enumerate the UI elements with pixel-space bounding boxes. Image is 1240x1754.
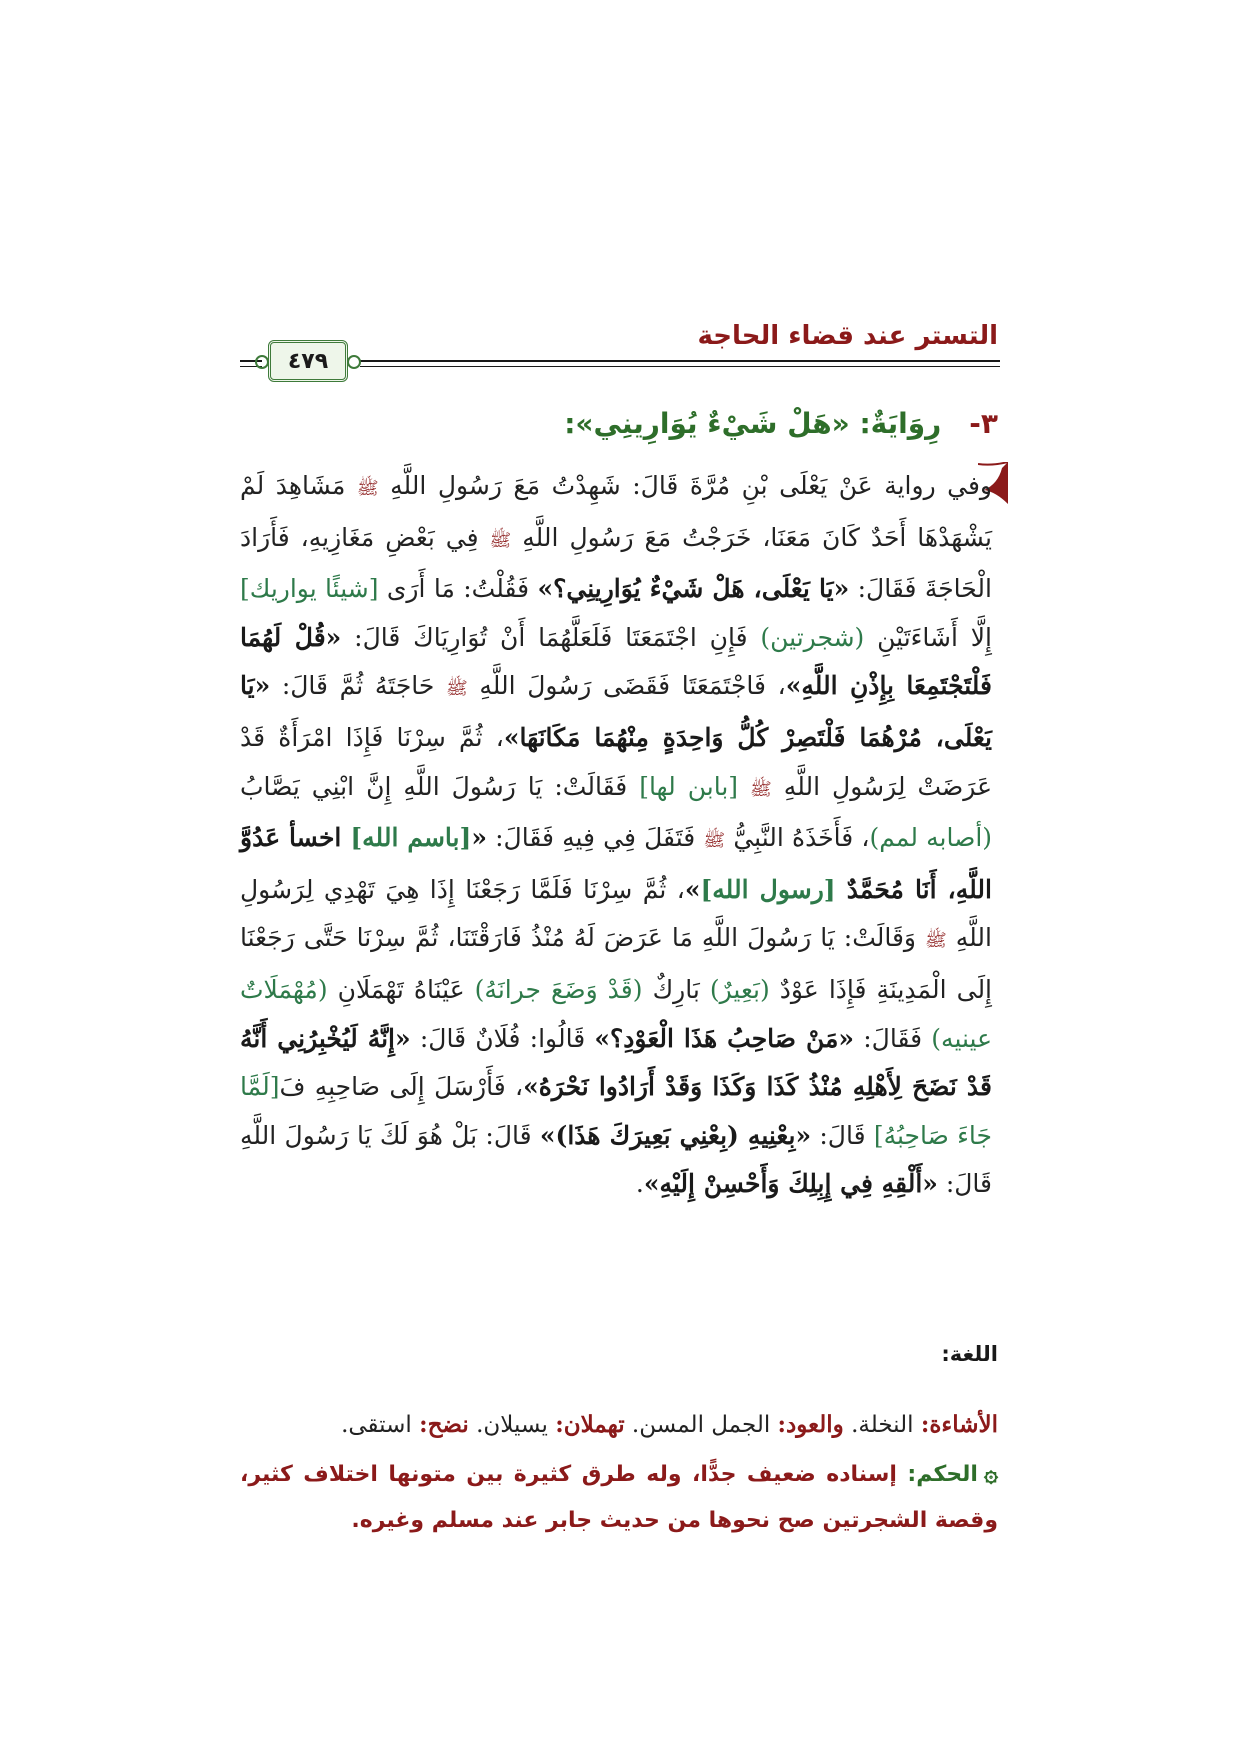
vocabulary-heading: اللغة:	[941, 1342, 998, 1366]
ruling-text: إسناده ضعيف جدًّا، وله طرق كثيرة بين متونها اختلاف كثير، وقصة الشجرتين صح نحوها من حديث جابر عند مسلم وغيره.	[240, 1462, 998, 1533]
salla-icon: ﷺ	[703, 830, 726, 852]
body-text-segment: إِلَّا أَشَاءَتَيْنِ	[864, 622, 992, 652]
prophetic-quote: «أَلْقِهِ فِي إِبِلِكَ وَأَحْسِنْ إِلَيْهِ»	[643, 1169, 938, 1199]
body-text-segment: ، فَأَرْسَلَ إِلَى صَاحِبِهِ فَ	[279, 1072, 524, 1102]
vocab-term: تهملان:	[555, 1411, 625, 1438]
explanatory-note: (شجرتين)	[760, 622, 865, 652]
explanatory-note: (قَدْ وَضَعَ جرانَهُ)	[474, 974, 643, 1004]
section-heading	[564, 402, 998, 446]
prophetic-quote: «إِنَّهُ لَيُخْبِرُنِي أَنَّهُ قَدْ نَضَحَ لِأَهْلِهِ مُنْذُ كَذَا وَكَذَا وَقَدْ أَرَادُوا نَحْرَهُ»	[240, 1023, 992, 1102]
body-text-segment: .	[635, 1169, 644, 1199]
hadith-body	[240, 462, 992, 1209]
flower-ornament-icon: ۞	[983, 1459, 998, 1487]
body-text-segment: وفي رواية عَنْ يَعْلَى بْنِ مُرَّةَ قَالَ: شَهِدْتُ مَعَ رَسُولِ اللَّهِ	[378, 471, 993, 500]
body-text-segment: فَإِنِ اجْتَمَعَتَا فَلَعَلَّهُمَا أَنْ تُوَارِيَاكَ قَالَ:	[341, 622, 761, 652]
ruling-label: الحكم:	[907, 1462, 978, 1487]
body-text-segment: ، ثُمَّ سِرْنَا فَإِذَا امْرَأَةٌ قَدْ عَرَضَتْ لِرَسُولِ اللَّهِ	[240, 722, 992, 801]
body-text-segment: فَقَالَتْ: يَا رَسُولَ اللَّهِ إِنَّ ابْنِي يَصَّابُ	[240, 771, 640, 801]
vocab-term: الأشاءة:	[920, 1411, 998, 1438]
body-text-segment: قَالُوا: فُلَانٌ قَالَ:	[410, 1023, 595, 1053]
running-header-title: التستر عند قضاء الحاجة	[697, 321, 998, 351]
body-text-segment: مَشَاهِدَ لَمْ يَشْهَدْهَا أَحَدٌ كَانَ مَعَنَا، خَرَجْتُ مَعَ رَسُولِ اللَّهِ	[240, 471, 993, 552]
salla-icon: ﷺ	[925, 930, 947, 952]
explanatory-note: (أصابه لمم)	[869, 823, 993, 853]
section-title: رِوَايَةٌ: «هَلْ شَيْءٌ يُوَارِينِي»:	[564, 407, 942, 440]
header-rule	[360, 360, 1000, 367]
explanatory-note: (بَعِيرٌ)	[709, 974, 770, 1004]
prophetic-quote: «بِعْنِيهِ (بِعْنِي بَعِيرَكَ هَذَا)»	[539, 1120, 812, 1150]
prophetic-quote: اخسأ عَدُوَّ اللَّهِ، أَنَا مُحَمَّدٌ	[240, 823, 992, 904]
prophetic-quote: »	[684, 874, 701, 904]
section-number: ٣-	[969, 407, 998, 440]
salla-icon: ﷺ	[445, 678, 468, 700]
vocab-term: والعود:	[777, 1411, 844, 1438]
body-text-segment: ، فَأَخَذَهُ النَّبِيُّ	[725, 823, 870, 853]
vocab-meaning: يسيلان.	[468, 1412, 556, 1438]
explanatory-note: [بابن لها]	[639, 771, 739, 801]
prophetic-quote: «قُلْ لَهُمَا فَلْتَجْتَمِعَا بِإِذْنِ اللَّهِ»	[240, 622, 992, 701]
vocab-meaning: الجمل المسن.	[624, 1412, 778, 1438]
explanatory-note: [لَمَّا جَاءَ صَاحِبُهُ]	[240, 1072, 992, 1150]
body-text-segment: فَقُلْتُ: مَا أَرَى	[378, 574, 538, 604]
prophetic-quote: «يَا يَعْلَى، هَلْ شَيْءٌ يُوَارِينِي؟»	[537, 574, 850, 604]
body-text-segment: فَقَالَ:	[854, 1023, 932, 1053]
body-text-segment: ، ثُمَّ سِرْنَا فَلَمَّا رَجَعْنَا إِذَا هِيَ تَهْدِي لِرَسُولِ اللَّهِ	[240, 874, 992, 953]
body-text-segment: عَيْنَاهُ تَهْمَلَانِ	[327, 974, 475, 1004]
prophetic-quote: «مَنْ صَاحِبُ هَذَا الْعَوْدِ؟»	[594, 1023, 855, 1053]
body-text-segment: وَقَالَتْ: يَا رَسُولَ اللَّهِ مَا عَرَضَ لَهُ مُنْذُ فَارَقْتَنَا، ثُمَّ سِرْنَا حَتَّى رَجَعْنَا إِلَى الْمَدِينَةِ فَإِذَا عَوْدٌ	[240, 923, 993, 1004]
body-text-segment: ، فَاجْتَمَعَتَا فَقَضَى رَسُولَ اللَّهِ	[467, 671, 786, 701]
body-text-segment	[738, 772, 750, 801]
salla-icon: ﷺ	[489, 529, 512, 551]
explanatory-note: [رسول الله]	[700, 874, 836, 904]
page-number: ٤٧٩	[268, 340, 348, 382]
prophetic-quote: «	[471, 823, 487, 853]
prophetic-quote: «يَا يَعْلَى، مُرْهُمَا فَلْتَصِرْ كُلُّ وَاحِدَةٍ مِنْهُمَا مَكَانَهَا»	[240, 671, 992, 752]
vocabulary-list	[240, 1405, 998, 1445]
body-text-segment: فِي بَعْضِ مَغَازِيهِ، فَأَرَادَ الْحَاجَةَ فَقَالَ:	[240, 522, 992, 604]
salla-icon: ﷺ	[750, 778, 772, 800]
vocab-term: نضح:	[419, 1411, 469, 1438]
vocab-meaning: استقى.	[341, 1412, 420, 1438]
body-text-segment: قَالَ: بَلْ هُوَ لَكَ يَا رَسُولَ اللَّهِ قَالَ:	[240, 1120, 992, 1199]
explanatory-note: (مُهْمَلَاتٌ عينيه)	[240, 974, 992, 1053]
hadith-ruling	[240, 1450, 998, 1544]
explanatory-note: [باسم الله]	[350, 823, 472, 853]
salla-icon: ﷺ	[356, 478, 379, 499]
body-text-segment: حَاجَتَهُ ثُمَّ قَالَ:	[270, 671, 446, 701]
explanatory-note: [شيئًا يواريك]	[240, 574, 379, 604]
body-text-segment: بَارِكٌ	[642, 974, 710, 1004]
body-text-segment: فَتَفَلَ فِي فِيهِ فَقَالَ:	[486, 823, 704, 853]
vocab-meaning: النخلة.	[843, 1412, 921, 1438]
body-text-segment: قَالَ:	[811, 1120, 874, 1150]
